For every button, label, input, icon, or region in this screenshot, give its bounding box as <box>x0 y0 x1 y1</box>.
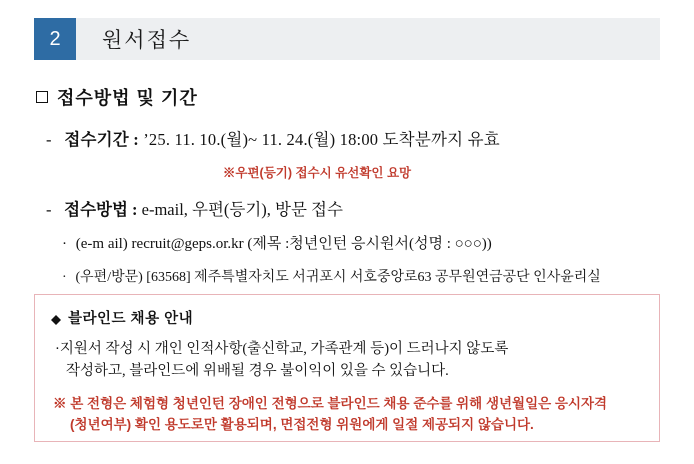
notice-title-label: 블라인드 채용 안내 <box>68 311 194 327</box>
dot-bullet-icon-2: · <box>62 270 67 285</box>
block-heading-label: 접수방법 및 기간 <box>57 88 198 108</box>
receipt-post-line <box>62 266 601 286</box>
blind-recruitment-notice-box <box>34 294 660 442</box>
receipt-method-line <box>46 196 343 220</box>
dot-bullet-icon: · <box>62 236 67 252</box>
receipt-post-text: (우편/방문) [63568] 제주특별자치도 서귀포시 서호중앙로63 공무원연금공단 인사윤리실 <box>75 270 601 285</box>
receipt-email-line <box>62 232 492 253</box>
notice-body-line-1-text: 지원서 작성 시 개인 인적사항(출신학교, 가족관계 등)이 드러나지 않도록 <box>59 341 509 357</box>
receipt-email-text: (e-m ail) recruit@geps.or.kr (제목 :청년인턴 응시원서(성명 : ○○○)) <box>75 236 492 252</box>
notice-body-line-1: ·지원서 작성 시 개인 인적사항(출신학교, 가족관계 등)이 드러나지 않도록 <box>55 341 509 357</box>
notice-warning-line-2: (청년여부) 확인 용도로만 활용되며, 면접전형 위원에게 일절 제공되지 않습니다. <box>70 416 534 432</box>
block-heading <box>36 84 198 110</box>
notice-title-row <box>51 307 645 328</box>
square-bullet-icon <box>36 91 48 103</box>
receipt-period-value: ’25. 11. 10.(월)~ 11. 24.(월) 18:00 도착분까지 유효 <box>143 130 500 149</box>
receipt-method-value: e-mail, 우편(등기), 방문 접수 <box>141 200 343 219</box>
receipt-period-note-text: ※우편(등기) 접수시 유선확인 요망 <box>222 166 412 180</box>
receipt-period-label: 접수기간 : <box>64 130 139 149</box>
dash-bullet-icon: - <box>46 130 52 149</box>
receipt-method-label: 접수방법 : <box>64 200 138 219</box>
section-number-badge: 2 <box>34 18 76 60</box>
section-title: 원서접수 <box>102 28 192 52</box>
notice-warning <box>51 394 645 436</box>
notice-warning-line-1: ※ 본 전형은 체험형 청년인턴 장애인 전형으로 블라인드 채용 준수를 위해 생년월일은 응시자격 <box>53 396 608 412</box>
receipt-period-note <box>0 163 694 181</box>
diamond-bullet-icon <box>51 310 61 320</box>
section-header <box>34 18 660 60</box>
dash-bullet-icon-2: - <box>46 200 52 219</box>
receipt-period-line <box>46 126 500 150</box>
notice-body <box>51 338 645 382</box>
notice-body-line-2: 작성하고, 블라인드에 위배될 경우 불이익이 있을 수 있습니다. <box>66 363 449 380</box>
section-title-bar <box>76 18 660 60</box>
